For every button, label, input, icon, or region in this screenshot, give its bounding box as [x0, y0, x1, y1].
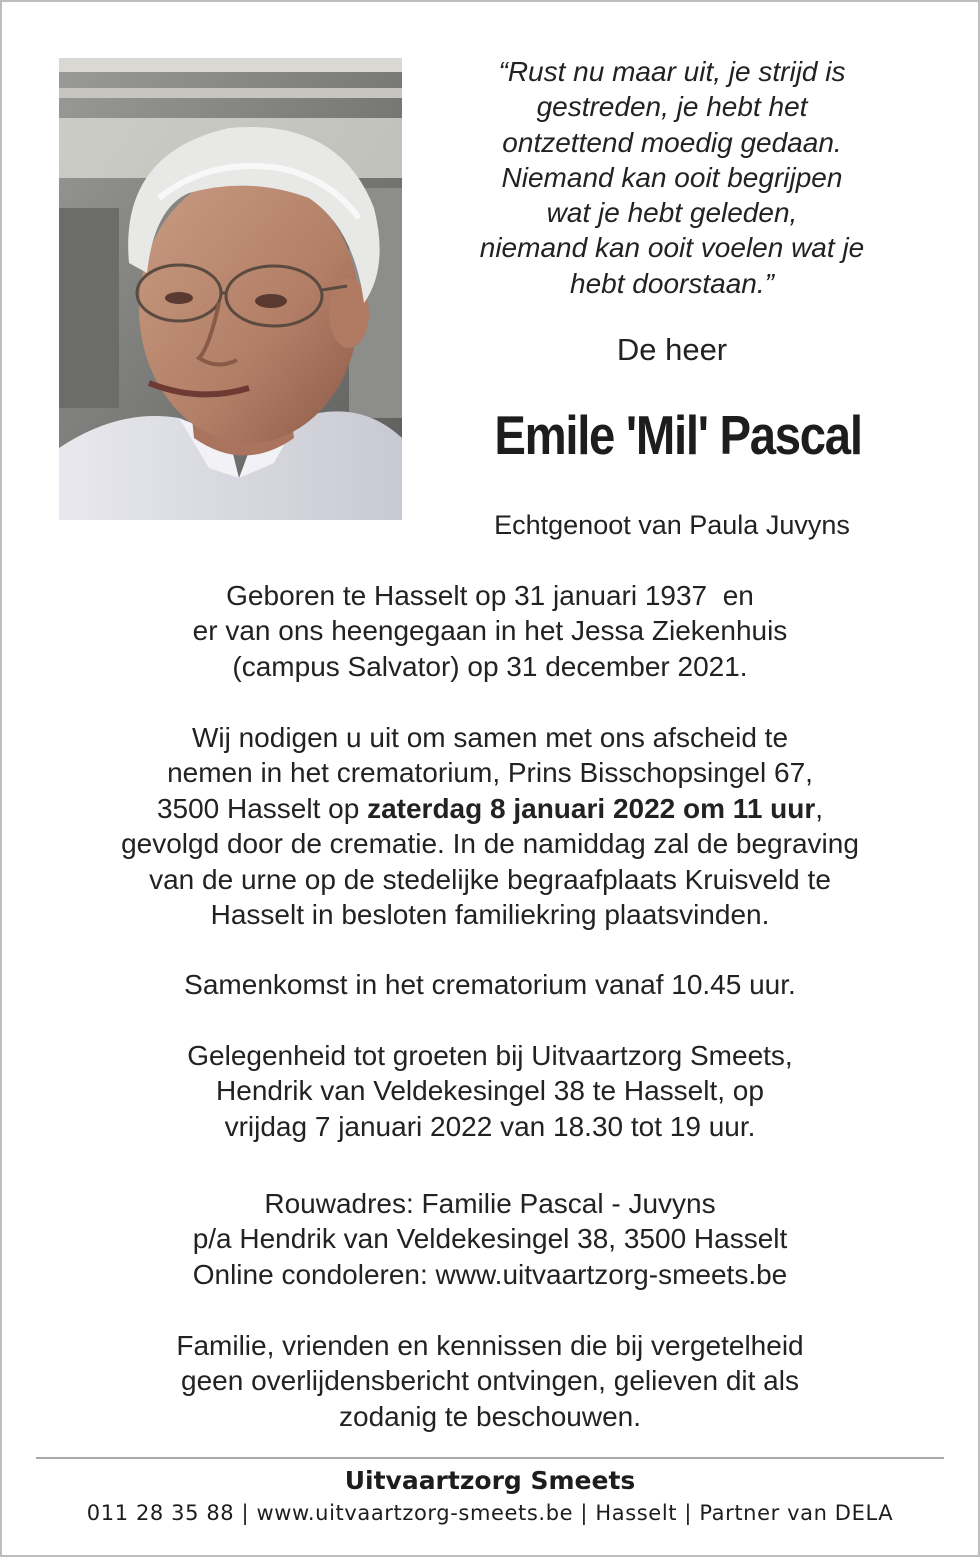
paragraph-line: Hasselt in besloten familiekring plaatsvinden.: [210, 899, 770, 931]
paragraph-line: Rouwadres: Familie Pascal - Juvyns: [264, 1188, 716, 1219]
paragraph-line: nemen in het crematorium, Prins Bisschopsingel 67,: [167, 757, 813, 789]
honorific: De heer: [616, 332, 728, 367]
ceremony-invitation: [40, 720, 940, 932]
paragraph-line: p/a Hendrik van Veldekesingel 38, 3500 Hasselt: [192, 1223, 788, 1255]
mourning-address: [40, 1186, 940, 1292]
gathering-time: [40, 967, 940, 1002]
paragraph-line: van de urne op de stedelijke begraafplaats Kruisveld te: [149, 863, 831, 895]
paragraph-line: vrijdag 7 januari 2022 van 18.30 tot 19 uur.: [224, 1110, 756, 1142]
paragraph-line: Familie, vrienden en kennissen die bij vergetelheid: [176, 1330, 804, 1361]
paragraph-line: geen overlijdensbericht ontvingen, gelieven dit als: [181, 1365, 799, 1397]
memorial-poem: [430, 54, 914, 301]
paragraph-line: gevolgd door de crematie. In de namiddag zal de begraving: [121, 828, 859, 860]
condolence-link-line[interactable]: Online condoleren: www.uitvaartzorg-smeets.be: [192, 1258, 788, 1290]
poem-line: wat je hebt geleden,: [546, 197, 798, 229]
ceremony-date-line: [40, 791, 940, 826]
poem-line: ontzettend moedig gedaan.: [502, 126, 842, 158]
poem-line: gestreden, je hebt het: [536, 91, 808, 123]
portrait-photo: [59, 58, 402, 520]
deceased-name: Emile 'Mil' Pascal: [494, 404, 862, 466]
notice-paragraph: [40, 1328, 940, 1434]
paragraph-line: Hendrik van Veldekesingel 38 te Hasselt, op: [216, 1075, 764, 1107]
poem-line: Niemand kan ooit begrijpen: [501, 161, 843, 193]
poem-line: “Rust nu maar uit, je strijd is: [498, 56, 846, 87]
text-span: 3500 Hasselt op: [156, 792, 368, 824]
birth-death-paragraph: [40, 578, 940, 684]
footer-divider: [36, 1457, 944, 1459]
paragraph-line: zodanig te beschouwen.: [339, 1400, 641, 1432]
paragraph-line: Geboren te Hasselt op 31 januari 1937 en: [226, 580, 754, 611]
funeral-home-contact: 011 28 35 88 | www.uitvaartzorg-smeets.be | Hasselt | Partner van DELA: [86, 1501, 894, 1525]
funeral-home-name: Uitvaartzorg Smeets: [344, 1466, 636, 1495]
paragraph-line: Gelegenheid tot groeten bij Uitvaartzorg Smeets,: [187, 1040, 793, 1071]
poem-line: hebt doorstaan.”: [570, 267, 774, 299]
paragraph-line: Samenkomst in het crematorium vanaf 10.45 uur.: [184, 969, 796, 1000]
paragraph-line: Wij nodigen u uit om samen met ons afscheid te: [191, 722, 789, 753]
spouse-line: Echtgenoot van Paula Juvyns: [494, 510, 850, 540]
text-span: ,: [815, 792, 824, 824]
poem-line: niemand kan ooit voelen wat je: [479, 232, 865, 264]
paragraph-line: (campus Salvator) op 31 december 2021.: [232, 650, 748, 682]
visitation-paragraph: [40, 1038, 940, 1144]
ceremony-datetime: zaterdag 8 januari 2022 om 11 uur: [367, 792, 816, 824]
paragraph-line: er van ons heengegaan in het Jessa Ziekenhuis: [192, 615, 788, 647]
